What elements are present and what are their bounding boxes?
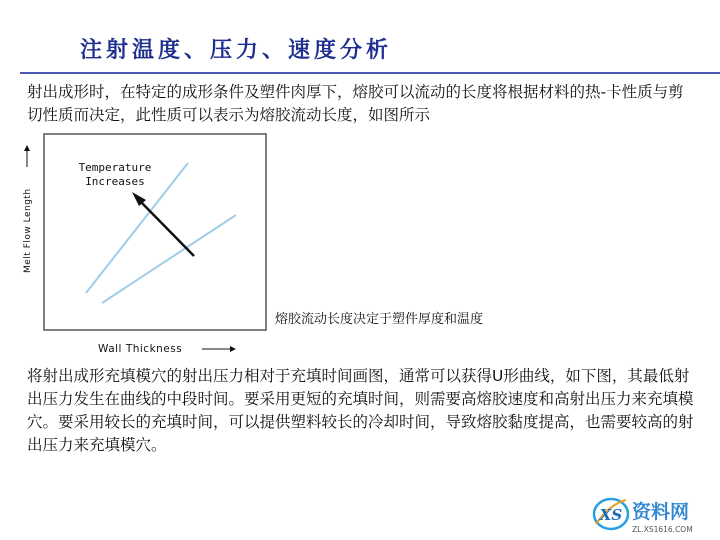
plot-frame: [44, 134, 266, 330]
pressure-paragraph: 将射出成形充填模穴的射出压力相对于充填时间画图，通常可以获得U形曲线，如下图，其最低射出压力发生在曲线的中段时间。要采用更短的充填时间，则需要高熔胶速度和高射出压力来充填模穴。要采用较长的充填时间，可以提供塑料较长的冷却时间，导致熔胶黏度提高，也需要较高的射出压力来充填模穴。: [27, 367, 694, 454]
figure-caption: 熔胶流动长度决定于塑件厚度和温度: [275, 312, 484, 327]
y-axis-label: Melt Flow Length: [23, 188, 33, 273]
annotation-line2: Increases: [85, 175, 145, 188]
x-axis-arrow-head: [230, 346, 236, 352]
annotation-line1: Temperature: [78, 161, 152, 174]
title-underline: [20, 72, 720, 74]
watermark-brand: 资料网: [632, 501, 690, 523]
watermark-url: ZL.XS1616.COM: [632, 525, 693, 534]
watermark-logo: [592, 490, 717, 538]
logo-letters: XS: [599, 506, 623, 524]
page-title: 注射温度、压力、速度分析: [80, 37, 393, 63]
intro-paragraph: 射出成形时，在特定的成形条件及塑件肉厚下，熔胶可以流动的长度将根据材料的热-卡性质与剪切性质而决定，此性质可以表示为熔胶流动长度，如图所示: [27, 83, 684, 124]
x-axis-label: Wall Thickness: [98, 343, 183, 355]
y-axis-arrow-head: [24, 145, 30, 151]
melt-flow-figure: [18, 133, 270, 358]
